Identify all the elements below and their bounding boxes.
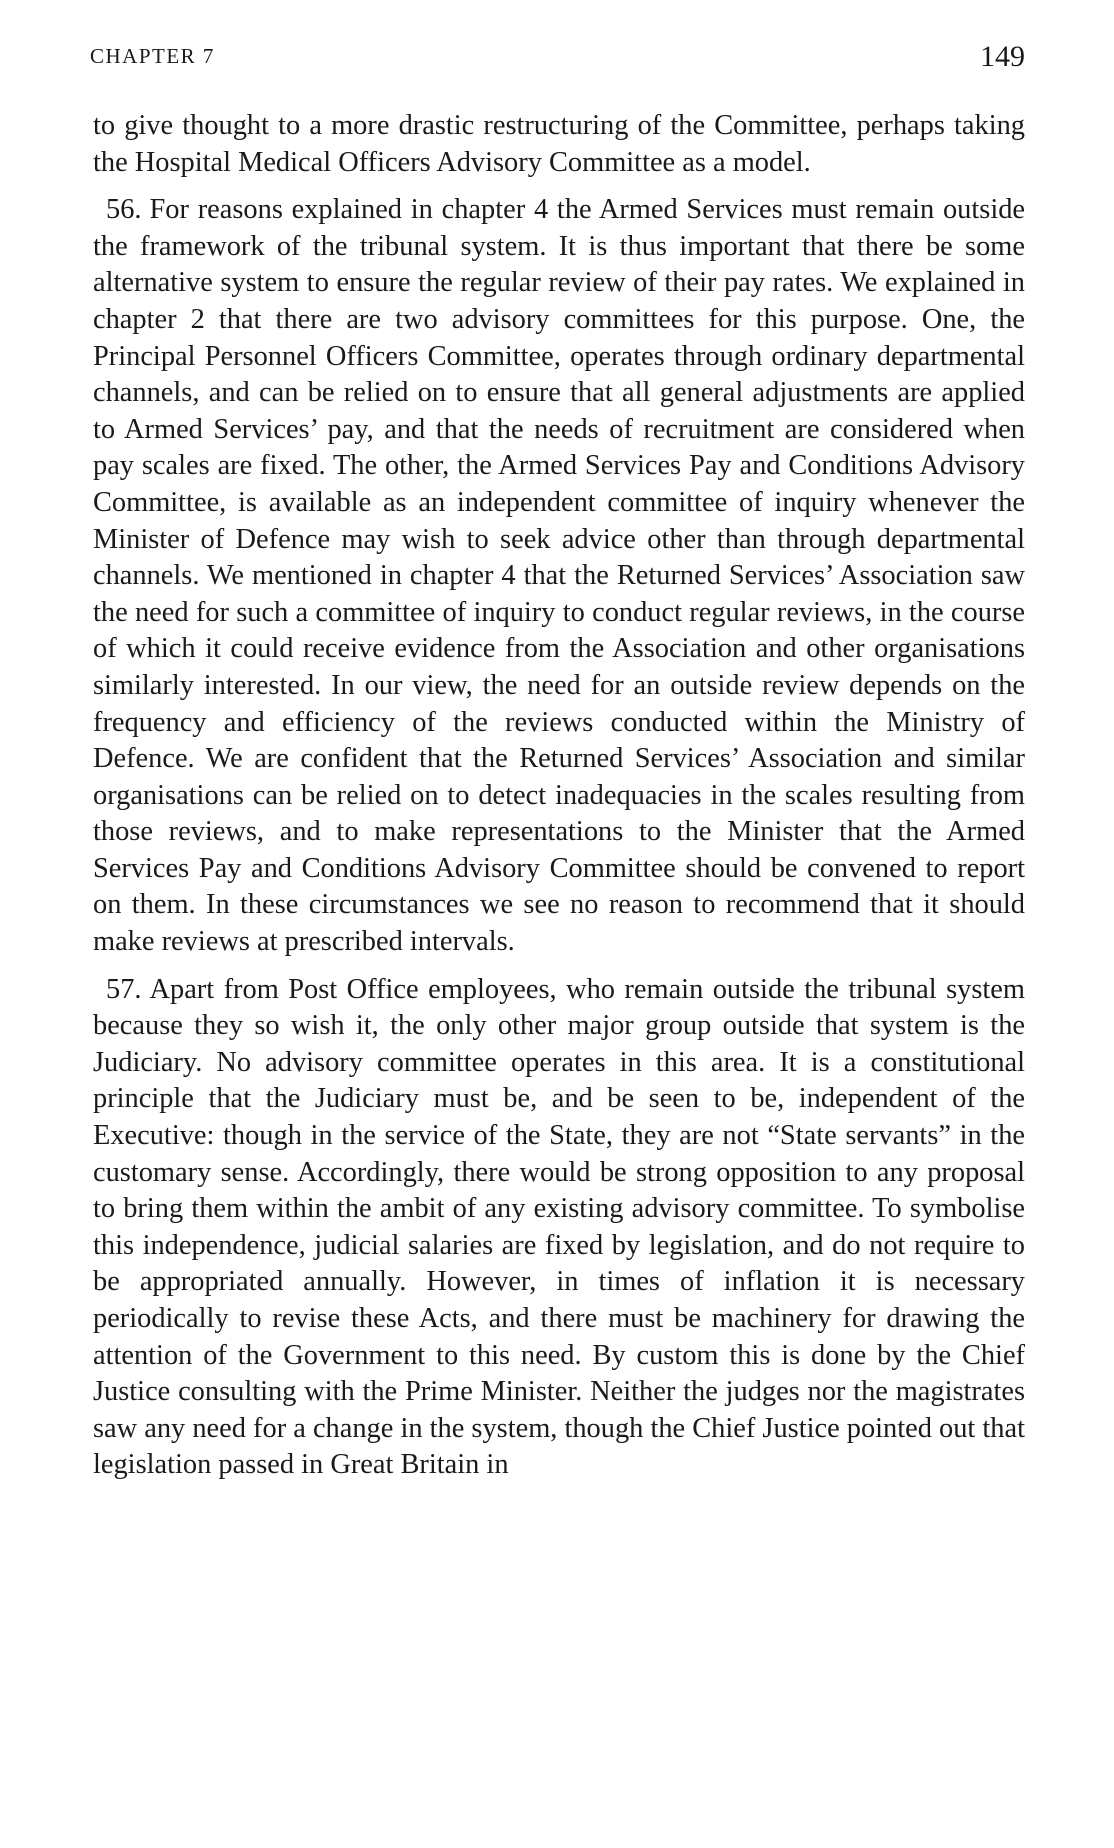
running-head xyxy=(90,40,1025,84)
paragraph-text: Apart from Post Office employees, who remain outside the tribunal system because they so wish it, the only other major group outside that system is the Judiciary. No advisory committee operates in this area. It is a constitutional principle that the Judiciary must be, and be seen to be, independent of the Executive: though in the service of the State, they are not “State servants” in the customary sense. Accordingly, there would be strong opposition to any proposal to bring them within the ambit of any existing advisory committee. To symbolise this independence, judicial salaries are fixed by legislation, and do not require to be appropriated annually. However, in times of inflation it is necessary periodically to revise these Acts, and there must be machinery for drawing the attention of the Government to this need. By custom this is done by the Chief Justice consulting with the Prime Minister. Neither the judges nor the magistrates saw any need for a change in the system, though the Chief Justice pointed out that legislation passed in Great Britain in xyxy=(93,973,1025,1481)
paragraph-text: to give thought to a more drastic restructuring of the Committee, perhaps taking the Hospital Medical Officers Advisory Committee as a model. xyxy=(93,110,1025,178)
body-text xyxy=(93,108,1025,1484)
chapter-label: CHAPTER 7 xyxy=(90,44,215,68)
paragraph-56 xyxy=(93,192,1025,960)
paragraph-continued xyxy=(93,108,1025,181)
paragraph-number: 57. xyxy=(106,973,142,1005)
page-number: 149 xyxy=(980,40,1025,73)
paragraph-text: For reasons explained in chapter 4 the Armed Services must remain outside the framework of the tribunal system. It is thus important that there be some alternative system to ensure the regular review of their pay rates. We explained in chapter 2 that there are two advisory committees for this purpose. One, the Principal Personnel Officers Committee, operates through ordinary departmental channels, and can be relied on to ensure that all general adjustments are applied to Armed Services’ pay, and that the needs of recruitment are considered when pay scales are fixed. The other, the Armed Services Pay and Conditions Advisory Committee, is available as an independent committee of inquiry whenever the Minister of Defence may wish to seek advice other than through departmental channels. We mentioned in chapter 4 that the Returned Services’ Association saw the need for such a committee of inquiry to conduct regular reviews, in the course of which it could receive evidence from the Association and other organisations similarly interested. In our view, the need for an outside review depends on the frequency and efficiency of the reviews conducted within the Ministry of Defence. We are confident that the Returned Services’ Association and similar organisations can be relied on to detect inadequacies in the scales resulting from those reviews, and to make representations to the Minister that the Armed Services Pay and Conditions Advisory Committee should be convened to report on them. In these circumstances we see no reason to recommend that it should make reviews at prescribed intervals. xyxy=(93,194,1025,958)
paragraph-57 xyxy=(93,972,1025,1484)
paragraph-number: 56. xyxy=(106,194,142,226)
